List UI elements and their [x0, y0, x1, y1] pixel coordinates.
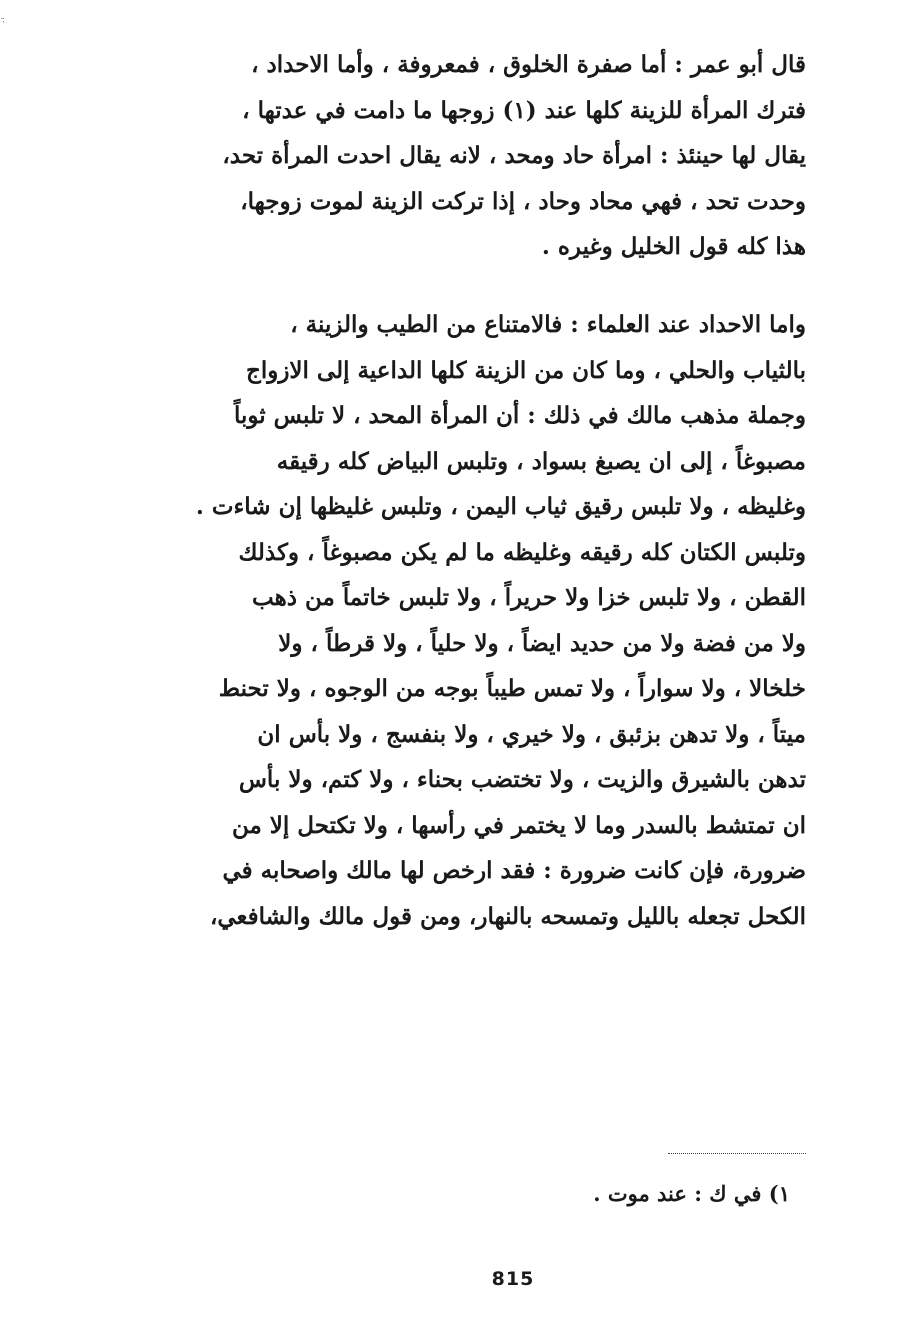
text-line: وحدت تحد ، فهي محاد وحاد ، إذا تركت الزينة لموت زوجها، — [240, 187, 806, 215]
text-line: خلخالا ، ولا سواراً ، ولا تمس طيباً بوجه من الوجوه ، ولا تحنط — [218, 675, 806, 702]
text-line: ان تمتشط بالسدر وما لا يختمر في رأسها ، ولا تكتحل إلا من — [231, 811, 806, 839]
footnote: ١) في ك : عند موت . — [593, 1181, 790, 1206]
text-line: وغليظه ، ولا تلبس رقيق ثياب اليمن ، وتلبس غليظها إن شاءت . — [195, 493, 806, 520]
text-line: وجملة مذهب مالك في ذلك : أن المرأة المحد ، لا تلبس ثوباً — [233, 402, 806, 429]
corner-speck: ·̈ — [2, 18, 5, 28]
text-line: القطن ، ولا تلبس خزا ولا حريراً ، ولا تلبس خاتماً من ذهب — [252, 584, 806, 611]
paragraph-1 — [186, 42, 806, 270]
text-line: هذا كله قول الخليل وغيره . — [541, 233, 806, 260]
text-line: تدهن بالشيرق والزيت ، ولا تختضب بحناء ، ولا كتم، ولا بأس — [238, 766, 806, 793]
text-line: ضرورة، فإن كانت ضرورة : فقد ارخص لها مالك واصحابه في — [222, 857, 806, 884]
text-line: مصبوغاً ، إلى ان يصبغ بسواد ، وتلبس البياض كله رقيقه — [276, 447, 806, 475]
paragraph-2 — [186, 302, 806, 939]
page-number: 815 — [491, 1268, 535, 1290]
text-line: الكحل تجعله بالليل وتمسحه بالنهار، ومن قول مالك والشافعي، — [209, 902, 806, 930]
text-line: وتلبس الكتان كله رقيقه وغليظه ما لم يكن مصبوغاً ، وكذلك — [238, 538, 806, 566]
text-line: قال أبو عمر : أما صفرة الخلوق ، فمعروفة ، وأما الاحداد ، — [251, 51, 806, 78]
text-line: ولا من فضة ولا من حديد ايضاً ، ولا حلياً ، ولا قرطاً ، ولا — [278, 629, 806, 657]
text-line: فترك المرأة للزينة كلها عند (١) زوجها ما دامت في عدتها ، — [242, 96, 806, 124]
text-line: ميتاً ، ولا تدهن بزئبق ، ولا خيري ، ولا بنفسج ، ولا بأس ان — [257, 720, 806, 748]
text-line: يقال لها حينئذ : امرأة حاد ومحد ، لانه يقال احدت المرأة تحد، — [222, 142, 806, 169]
text-line: بالثياب والحلي ، وما كان من الزينة كلها الداعية إلى الازواج — [245, 356, 806, 384]
footnote-divider — [668, 1153, 806, 1154]
text-line: واما الاحداد عند العلماء : فالامتناع من الطيب والزينة ، — [290, 311, 806, 338]
